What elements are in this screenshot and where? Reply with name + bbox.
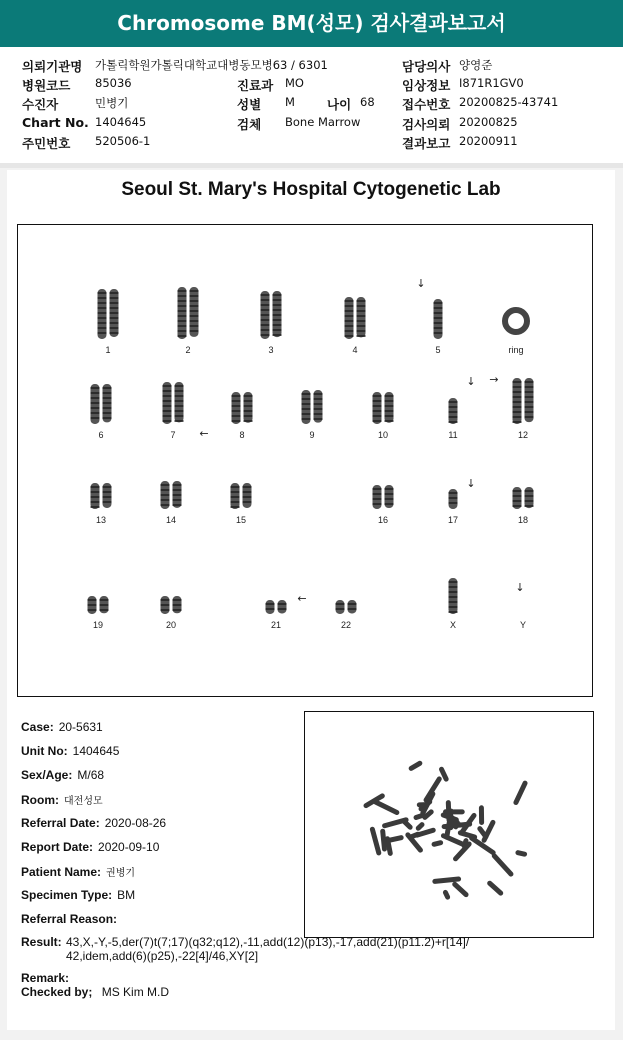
meta-row: Patient Name: 권병기 <box>21 865 136 879</box>
chromosome-pair <box>161 596 182 614</box>
chromosome-label: 8 <box>239 430 245 440</box>
report-header <box>0 0 623 47</box>
arrow-icon: ← <box>297 592 307 605</box>
chromosome-pair <box>513 487 534 509</box>
chromosome-pair <box>449 578 458 614</box>
chromosome-pair <box>345 297 366 339</box>
info-label: 병원코드 <box>22 78 71 93</box>
meta-row: Specimen Type: BM <box>21 888 136 902</box>
chromosome-label: X <box>449 620 457 630</box>
chromosome-label: 10 <box>377 430 389 440</box>
info-label: 수진자 <box>22 97 59 112</box>
chromosome-pair <box>505 310 527 332</box>
info-value: 1404645 <box>95 115 147 129</box>
chromosome-label: 5 <box>435 345 441 355</box>
chromosome-pair <box>163 382 184 424</box>
chromosome-label: 12 <box>517 430 529 440</box>
lab-title: Seoul St. Mary's Hospital Cytogenetic Lab <box>121 179 501 200</box>
result-label: Result: <box>21 935 62 949</box>
chromosome-label: 18 <box>517 515 529 525</box>
meta-row: Unit No: 1404645 <box>21 744 120 758</box>
chromosome-pair <box>302 390 323 424</box>
result-line-1: 43,X,-Y,-5,der(7)t(7;17)(q32;q12),-11,add(12)(p13),-17,add(21)(p11.2)+r[14]/ <box>66 935 470 949</box>
chromosome-pair <box>88 596 109 614</box>
chromosome-label: 16 <box>377 515 389 525</box>
chromosome-pair <box>98 289 119 339</box>
info-value: 양영준 <box>459 58 493 72</box>
arrow-icon: ↓ <box>466 375 476 388</box>
meta-row: Room: 대전성모 <box>21 793 103 807</box>
section-divider <box>0 163 623 168</box>
info-value: 520506-1 <box>95 134 151 148</box>
chromosome-pair <box>449 489 458 509</box>
karyogram-image <box>18 225 592 696</box>
chromosome-label: 21 <box>270 620 282 630</box>
chromosome-label: 15 <box>235 515 247 525</box>
arrow-icon: ↓ <box>466 477 476 490</box>
metaphase-chromosomes <box>363 760 529 901</box>
info-label: 검체 <box>237 117 262 132</box>
chromosome-label: 4 <box>352 345 358 355</box>
meta-row: Referral Date: 2020-08-26 <box>21 816 167 830</box>
chromosome-label: 20 <box>165 620 177 630</box>
chromosome-label: 14 <box>165 515 177 525</box>
info-label: 주민번호 <box>22 136 71 151</box>
meta-row: Referral Reason: <box>21 912 118 926</box>
info-value: 68 <box>360 95 375 109</box>
checked-row <box>21 985 169 999</box>
info-value: 가톨릭학원가톨릭대학교대병동모병63 / 6301 <box>95 58 328 72</box>
info-label: 성별 <box>237 97 262 112</box>
chromosome-label: 11 <box>448 430 458 440</box>
patient-info-panel <box>0 47 623 163</box>
remark-label: Remark: <box>21 971 70 985</box>
metaphase-panel <box>304 711 594 938</box>
chromosome-pair <box>261 291 282 339</box>
info-value: 85036 <box>95 76 132 90</box>
chromosome-pair <box>513 378 534 424</box>
meta-row: Report Date: 2020-09-10 <box>21 840 160 854</box>
arrow-icon: → <box>489 373 499 386</box>
info-value: 민병기 <box>95 96 129 110</box>
checked-value: MS Kim M.D <box>101 985 170 999</box>
result-row <box>21 935 62 949</box>
arrow-icon: ← <box>199 427 209 440</box>
chromosome-label: 22 <box>340 620 352 630</box>
info-value: I871R1GV0 <box>459 76 524 90</box>
info-label: 의뢰기관명 <box>22 59 83 74</box>
chromosome-pair <box>373 392 394 424</box>
info-label: 검사의뢰 <box>402 117 451 132</box>
chromosome-pair <box>434 299 443 339</box>
chromosome-label: 6 <box>98 430 104 440</box>
chromosome-label: 1 <box>105 345 111 355</box>
chromosome-pair <box>91 384 112 424</box>
chromosome-pair <box>161 481 182 509</box>
info-label: Chart No. <box>22 115 89 130</box>
chromosome-label: Y <box>519 620 527 630</box>
chromosome-pair <box>266 600 287 614</box>
chromosome-pair <box>91 483 112 509</box>
arrow-icon: ↓ <box>416 277 426 290</box>
info-value: M <box>285 95 295 109</box>
meta-row: Sex/Age: M/68 <box>21 768 105 782</box>
chromosome-label: 9 <box>309 430 315 440</box>
info-value: 20200825 <box>459 115 518 129</box>
info-label: 접수번호 <box>402 97 451 112</box>
chromosome-label: ring <box>508 345 524 355</box>
chromosome-pair <box>373 485 394 509</box>
remark-row <box>21 971 69 985</box>
info-label: 나이 <box>327 97 352 112</box>
info-label: 담당의사 <box>402 59 451 74</box>
chromosome-pair <box>449 398 458 424</box>
chromosome-label: 3 <box>268 345 274 355</box>
info-label: 임상정보 <box>402 78 451 93</box>
chromosome-label: 13 <box>95 515 107 525</box>
info-value: 20200825-43741 <box>459 95 559 109</box>
chromosome-pair <box>178 287 199 339</box>
info-label: 진료과 <box>237 78 274 93</box>
chromosome-pair <box>232 392 253 424</box>
info-value: MO <box>285 76 304 90</box>
chromosome-label: 2 <box>185 345 191 355</box>
chromosome-label: 7 <box>170 430 176 440</box>
report-header-title: Chromosome BM(성모) 검사결과보고서 <box>117 11 506 35</box>
report-page <box>7 170 615 1030</box>
metaphase-image <box>305 712 593 937</box>
info-value: 20200911 <box>459 134 518 148</box>
chromosome-label: 19 <box>92 620 104 630</box>
chromosome-pair <box>231 483 252 509</box>
result-line-2: 42,idem,add(6)(p25),-22[4]/46,XY[2] <box>66 949 259 963</box>
arrow-icon: ↓ <box>515 581 525 594</box>
karyogram-panel <box>17 224 593 697</box>
meta-row: Case: 20-5631 <box>21 720 103 734</box>
chromosome-label: 17 <box>447 515 459 525</box>
info-label: 결과보고 <box>402 136 451 151</box>
chromosome-pair <box>336 600 357 614</box>
checked-label: Checked by; <box>21 985 93 999</box>
info-value: Bone Marrow <box>285 115 361 129</box>
